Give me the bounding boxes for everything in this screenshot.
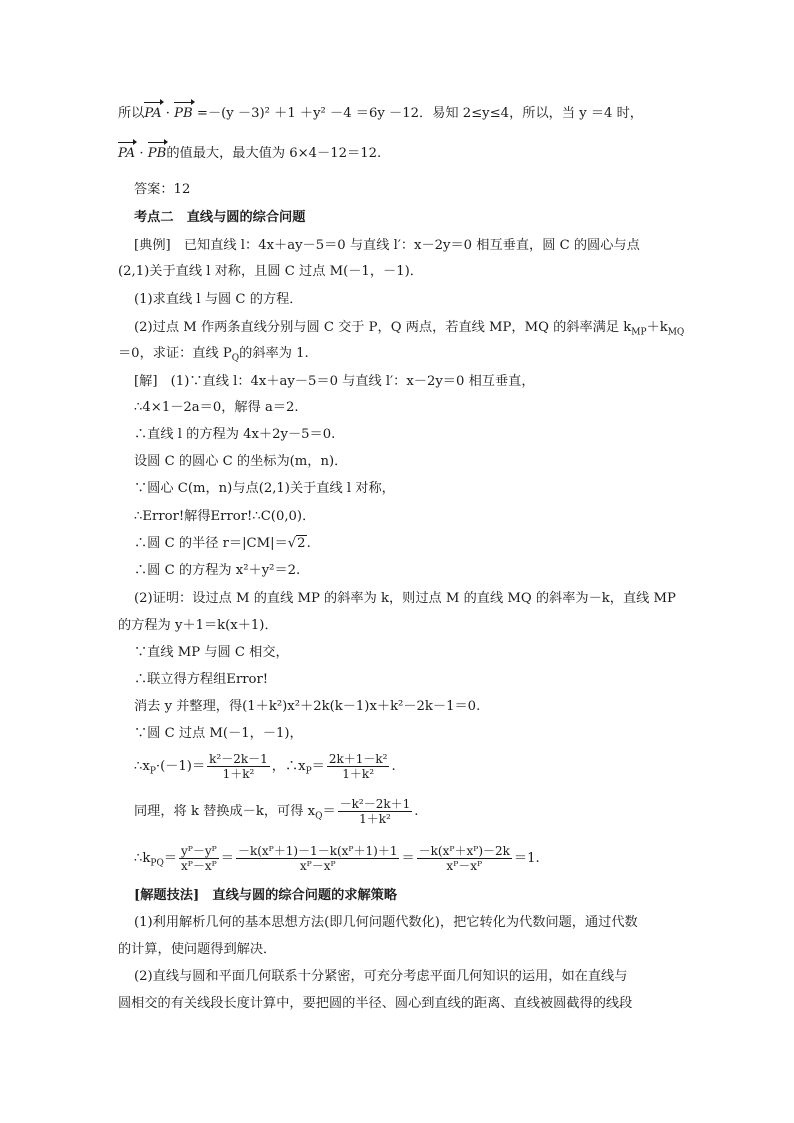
fraction-5-denominator: xᴾ－xᴾ: [299, 859, 336, 873]
proof-line-7: [134, 752, 694, 782]
period-3: .: [414, 804, 419, 819]
equals-one: ＝1.: [513, 851, 540, 866]
question-2-line-1: [134, 318, 694, 343]
subscript-pq: PQ: [150, 858, 164, 869]
subscript-p: P: [149, 766, 156, 777]
dot-operator-2: ·: [135, 146, 148, 161]
proof-line-8: [134, 797, 694, 827]
sqrt-symbol: √: [287, 536, 297, 551]
plus-k: ＋k: [646, 320, 668, 335]
question-2-text-3: 的斜率为 1.: [239, 346, 309, 361]
fraction-5-numerator: －k(xᴾ＋1)－1－k(xᴾ＋1)＋1: [237, 844, 398, 858]
sqrt-radicand: 2: [297, 536, 306, 551]
vector-pb-2: PB: [148, 144, 167, 164]
fraction-6-denominator: xᴾ－xᴾ: [446, 859, 483, 873]
answer-line: 答案：12: [134, 182, 191, 197]
solution-line-5: ∵圆心 C(m，n)与点(2,1)关于直线 l 对称，: [134, 481, 395, 496]
dot-operator: ·: [161, 106, 175, 121]
fraction-6: [417, 844, 512, 873]
example-line-1: [典例] 已知直线 l：4x＋ay－5＝0 与直线 l′：x－2y＝0 相互垂直，圆 C 的圆心与点: [134, 238, 640, 253]
solution-line-1: [解] (1)∵直线 l：4x＋ay－5＝0 与直线 l′：x－2y＝0 相互垂直，: [134, 374, 535, 389]
radius-text: ∴圆 C 的半径 r＝|CM|＝: [134, 536, 288, 551]
solution-line-8: ∴圆 C 的方程为 x²＋y²＝2.: [134, 563, 301, 578]
question-2-line-2: [118, 344, 678, 369]
fraction-4-numerator: yᴾ－yᴾ: [181, 844, 217, 858]
xp-text: ∴x: [134, 759, 150, 774]
fraction-2: [327, 752, 390, 781]
sqrt-two: [288, 534, 307, 554]
fraction-1-numerator: k²－2k－1: [209, 752, 268, 766]
solution-line-6: ∴Error!解得Error!∴C(0,0)．: [134, 509, 316, 524]
fraction-1: [207, 752, 270, 781]
fraction-2-numerator: 2k＋1－k²: [328, 752, 388, 766]
subscript-p-2: P: [305, 766, 312, 777]
vector-pb: PB: [174, 104, 193, 124]
fraction-6-numerator: －k(xᴾ＋xᴾ)－2k: [418, 844, 510, 858]
subscript-mp: MP: [631, 327, 647, 338]
vector-pa: PA: [144, 104, 161, 124]
fraction-2-denominator: 1＋k²: [342, 767, 374, 781]
technique-line-1: (1)利用解析几何的基本思想方法(即几何问题代数化)，把它转化为代数问题，通过代数: [134, 915, 638, 930]
text-line-max-value: [118, 144, 678, 164]
proof-line-3: ∵直线 MP 与圆 C 相交，: [134, 645, 289, 660]
section-heading: 考点二 直线与圆的综合问题: [134, 210, 306, 225]
fraction-3: [338, 797, 413, 826]
period: .: [306, 536, 311, 551]
example-line-2: (2,1)关于直线 l 对称，且圆 C 过点 M(－1，－1)．: [118, 264, 423, 279]
therefore-xp: ，∴x: [271, 759, 306, 774]
solution-line-2: ∴4×1－2a＝0，解得 a＝2.: [134, 400, 299, 415]
question-2-text-2: ＝0，求证：直线 P: [118, 346, 232, 361]
solution-line-3: ∴直线 l 的方程为 4x＋2y－5＝0.: [134, 427, 336, 442]
technique-heading: [解题技法] 直线与圆的综合问题的求解策略: [134, 888, 398, 903]
period-2: .: [391, 759, 396, 774]
vector-pa-2: PA: [118, 144, 135, 164]
proof-line-5: 消去 y 并整理，得(1＋k²)x²＋2k(k－1)x＋k²－2k－1＝0.: [134, 699, 481, 714]
equals: ＝: [311, 759, 325, 774]
solution-line-4: 设圆 C 的圆心 C 的坐标为(m，n)．: [134, 454, 348, 469]
proof-line-2: 的方程为 y＋1＝k(x＋1)．: [118, 618, 278, 633]
technique-line-3: (2)直线与圆和平面几何联系十分紧密，可充分考虑平面几何知识的运用，如在直线与: [134, 969, 628, 984]
question-2-text: (2)过点 M 作两条直线分别与圆 C 交于 P，Q 两点，若直线 MP，MQ 的斜率满足 k: [134, 320, 632, 335]
fraction-1-denominator: 1＋k²: [222, 767, 255, 781]
question-1: (1)求直线 l 与圆 C 的方程．: [134, 292, 303, 307]
technique-line-2: 的计算，使问题得到解决．: [118, 942, 277, 957]
proof-line-4: ∴联立得方程组Error!: [134, 672, 269, 687]
equals-2: ＝: [322, 804, 336, 819]
equals-5: ＝: [401, 851, 415, 866]
similarly-text: 同理，将 k 替换成－k，可得 x: [134, 804, 316, 819]
equals-3: ＝: [163, 851, 178, 866]
technique-line-4: 圆相交的有关线段长度计算中，要把圆的半径、圆心到直线的距离、直线被圆截得的线段: [118, 996, 633, 1011]
fraction-3-denominator: 1＋k²: [359, 812, 391, 826]
fraction-4-denominator: xᴾ－xᴾ: [181, 859, 217, 873]
proof-line-1: (2)证明：设过点 M 的直线 MP 的斜率为 k，则过点 M 的直线 MQ 的斜率为－k，直线 MP: [134, 591, 676, 606]
text-so: 所以: [118, 106, 145, 121]
subscript-q-2: Q: [315, 811, 323, 822]
subscript-q: Q: [231, 353, 240, 364]
equals-4: ＝: [220, 851, 234, 866]
fraction-4: [179, 844, 219, 873]
times-neg-one: ·(－1)＝: [155, 759, 206, 774]
fraction-3-numerator: －k²－2k＋1: [339, 797, 411, 811]
fraction-5: [236, 844, 400, 873]
kpq-text: ∴k: [134, 851, 151, 866]
solution-line-7: [134, 534, 694, 554]
text-dot-product-expansion: =－(y －3)² ＋1 ＋y² －4 ＝6y －12．易知 2≤y≤4，所以，当 y ＝4 时，: [192, 106, 643, 121]
text-line-vector-dot-product: [118, 104, 678, 124]
text-max-value: 的值最大，最大值为 6×4－12＝12.: [166, 146, 382, 161]
subscript-mq: MQ: [667, 327, 685, 338]
proof-line-6: ∵圆 C 过点 M(－1，－1)，: [134, 726, 303, 741]
proof-line-9: [134, 844, 694, 874]
